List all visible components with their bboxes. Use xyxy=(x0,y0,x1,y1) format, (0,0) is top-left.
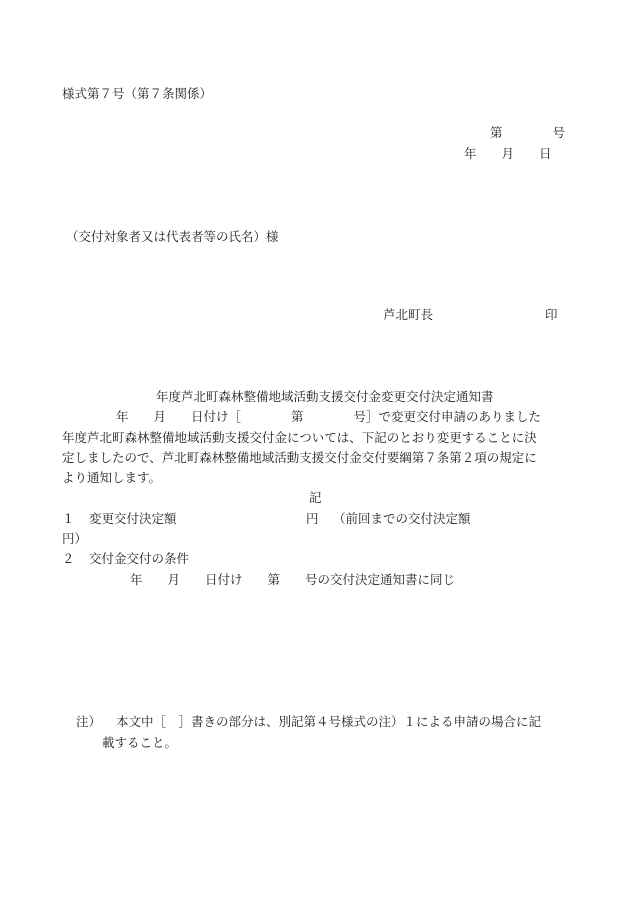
document-date: 年 月 日 xyxy=(464,146,552,161)
body-line-3: 定しましたので、芦北町森林整備地域活動支援交付金交付要綱第７条第２項の規定に xyxy=(62,450,537,465)
item-1-number: １ xyxy=(62,511,75,526)
note-line-1: 本文中［ ］書きの部分は、別記第４号様式の注）１による申請の場合に記 xyxy=(116,714,542,729)
item-2-label: 交付金交付の条件 xyxy=(89,551,190,566)
body-line-2: 年度芦北町森林整備地域活動支援交付金については、下記のとおり変更することに決 xyxy=(62,430,537,445)
item-1-previous-yen: 円） xyxy=(62,531,88,546)
seal-mark: 印 xyxy=(545,307,558,322)
body-line-1: 年 月 日付け［ 第 号］で変更交付申請のありました xyxy=(116,409,542,424)
item-1-label: 変更交付決定額 xyxy=(89,511,177,526)
issuer-name: 芦北町長 xyxy=(383,307,434,322)
note-mark: 注） xyxy=(76,714,102,729)
document-number: 第 号 xyxy=(490,125,566,140)
form-label: 様式第７号（第７条関係） xyxy=(62,86,213,101)
page-title: 年度芦北町森林整備地域活動支援交付金変更交付決定通知書 xyxy=(156,389,494,404)
item-1-yen: 円 xyxy=(306,511,319,526)
item-2-number: ２ xyxy=(62,551,75,566)
note-line-2: 載すること。 xyxy=(102,735,178,750)
item-1-previous-amount: （前回までの交付決定額 xyxy=(333,511,471,526)
item-2-detail: 年 月 日付け 第 号の交付決定通知書に同じ xyxy=(130,572,456,587)
recipient-line: （交付対象者又は代表者等の氏名）様 xyxy=(66,229,279,244)
ki-heading: 記 xyxy=(309,490,322,505)
body-line-4: より通知します。 xyxy=(62,470,162,485)
